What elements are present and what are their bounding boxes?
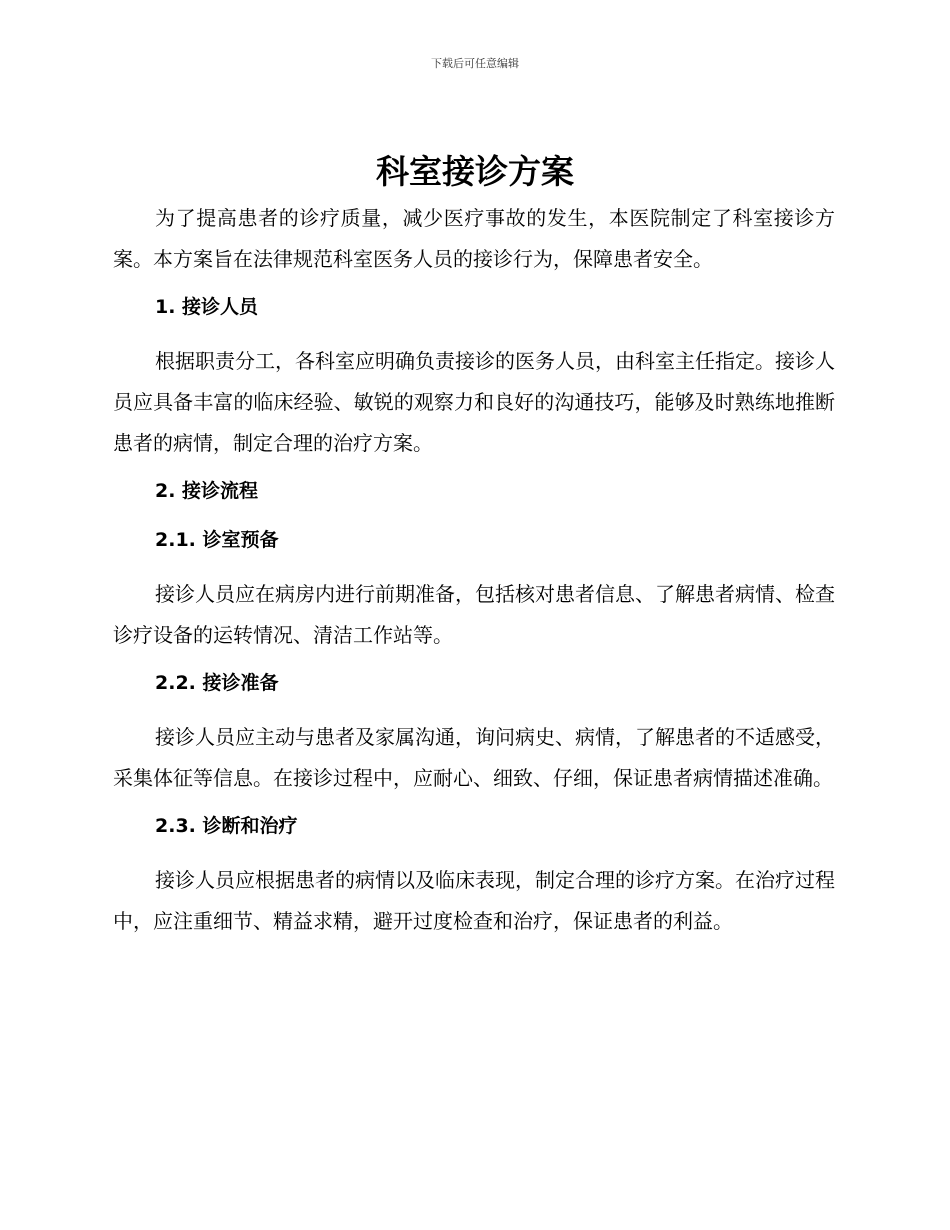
section-text-clinic-prep: 接诊人员应在病房内进行前期准备，包括核对患者信息、了解患者病情、检查诊疗设备的运转情况、清洁工作站等。 bbox=[113, 582, 835, 647]
section-heading-reception-process: 2. 接诊流程 bbox=[155, 480, 259, 502]
section-text-reception-prep: 接诊人员应主动与患者及家属沟通，询问病史、病情，了解患者的不适感受，采集体征等信息。在接诊过程中，应耐心、细致、仔细，保证患者病情描述准确。 bbox=[113, 725, 835, 790]
section-text-diagnosis-treatment: 接诊人员应根据患者的病情以及临床表现，制定合理的诊疗方案。在治疗过程中，应注重细节、精益求精，避开过度检查和治疗，保证患者的利益。 bbox=[113, 868, 835, 933]
section-heading-reception-prep: 2.2. 接诊准备 bbox=[155, 672, 279, 694]
section-heading-reception-staff: 1. 接诊人员 bbox=[155, 296, 259, 318]
section-heading-clinic-prep: 2.1. 诊室预备 bbox=[155, 529, 279, 551]
section-text-reception-staff: 根据职责分工，各科室应明确负责接诊的医务人员，由科室主任指定。接诊人员应具备丰富的临床经验、敏锐的观察力和良好的沟通技巧，能够及时熟练地推断患者的病情，制定合理的治疗方案。 bbox=[113, 349, 835, 455]
header-note: 下载后可任意编辑 bbox=[431, 57, 519, 70]
document-title: 科室接诊方案 bbox=[376, 152, 574, 191]
intro-paragraph: 为了提高患者的诊疗质量，减少医疗事故的发生，本医院制定了科室接诊方案。本方案旨在法律规范科室医务人员的接诊行为，保障患者安全。 bbox=[113, 206, 835, 271]
document-body bbox=[113, 198, 835, 954]
section-heading-diagnosis-treatment: 2.3. 诊断和治疗 bbox=[155, 815, 298, 837]
